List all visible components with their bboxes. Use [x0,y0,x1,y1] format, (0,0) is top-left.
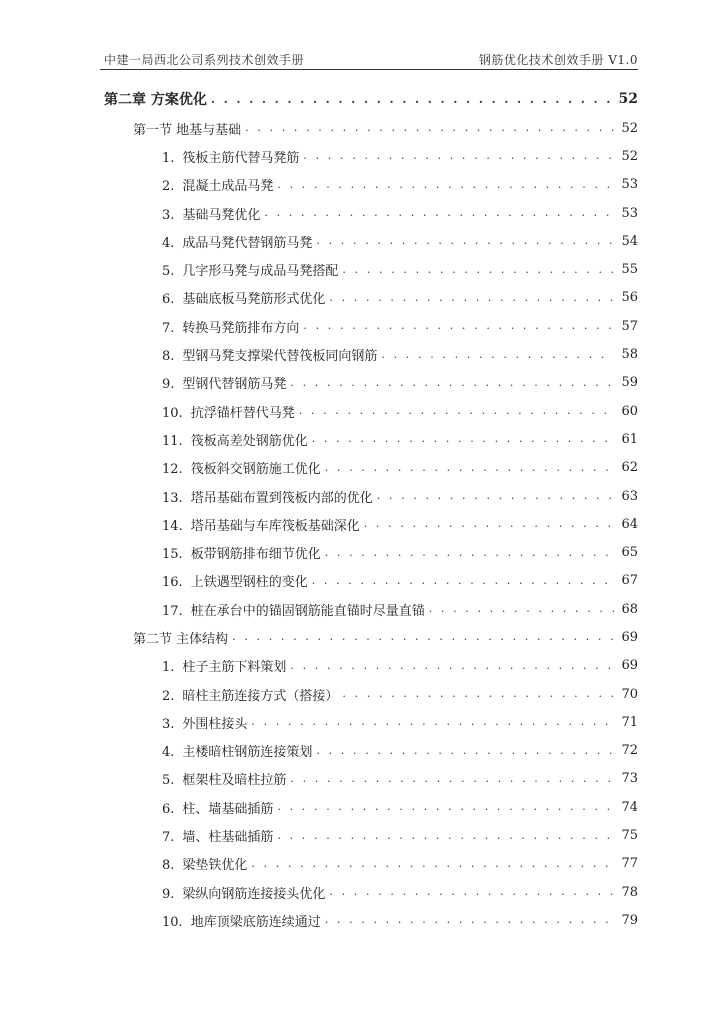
dot-leader [290,659,614,673]
item-page-number: 55 [621,262,638,278]
item-page-number: 58 [621,347,638,363]
item-number: 10. [162,914,183,930]
item-label [162,373,290,392]
toc-section-entry[interactable] [104,114,638,142]
toc-item-entry[interactable] [104,510,638,538]
item-page-number: 78 [621,884,638,900]
toc-item-entry[interactable] [104,595,638,623]
item-page-number: 65 [621,545,638,561]
toc-item-entry[interactable] [104,255,638,283]
item-title: 基础底板马凳筋形式优化 [182,292,326,308]
item-label [162,458,325,477]
dot-leader [232,630,614,644]
item-label [162,345,381,364]
item-label [162,288,329,307]
item-page-number: 52 [621,148,638,164]
dot-leader [211,92,614,106]
item-page-number: 53 [621,177,638,193]
item-label [162,147,303,166]
dot-leader [277,829,614,843]
section-title: 第二节 主体结构 [133,631,229,647]
toc-item-entry[interactable] [104,482,638,510]
item-number: 4. [162,235,175,251]
toc-section-entry[interactable] [104,623,638,651]
dot-leader [325,546,614,560]
item-title: 塔吊基础与车库筏板基础深化 [190,518,360,534]
item-title: 筏板主筋代替马凳筋 [182,150,300,166]
dot-leader [329,885,614,899]
item-number: 6. [162,801,175,817]
item-number: 7. [162,320,175,336]
item-title: 型钢代替钢筋马凳 [182,377,287,393]
item-label [162,232,316,251]
dot-leader [325,461,614,475]
dot-leader [303,319,614,333]
item-number: 5. [162,773,175,789]
item-page-number: 59 [621,375,638,391]
item-number: 3. [162,207,175,223]
section-title: 第一节 地基与基础 [133,122,242,138]
item-label [162,600,429,619]
item-title: 桩在承台中的锚固钢筋能直锚时尽量直锚 [190,603,425,619]
item-number: 8. [162,349,175,365]
item-label [162,430,312,449]
item-title: 几字形马凳与成品马凳搭配 [182,264,339,280]
item-page-number: 69 [621,658,638,674]
item-number: 10. [162,405,183,421]
item-number: 15. [162,547,183,563]
item-page-number: 61 [621,431,638,447]
dot-leader [277,800,614,814]
toc-chapter-entry[interactable] [104,84,638,114]
toc-item-entry[interactable] [104,737,638,765]
item-page-number: 70 [621,686,638,702]
item-label [162,656,290,675]
item-label [162,402,299,421]
toc-item-entry[interactable] [104,538,638,566]
item-title: 主楼暗柱钢筋连接策划 [182,745,313,761]
toc-item-entry[interactable] [104,878,638,906]
item-label [162,260,342,279]
item-number: 1. [162,150,175,166]
toc-item-entry[interactable] [104,425,638,453]
item-label [162,826,277,845]
dot-leader [251,715,614,729]
item-number: 2. [162,179,175,195]
toc-item-entry[interactable] [104,340,638,368]
toc-item-entry[interactable] [104,312,638,340]
item-title: 梁垫铁优化 [182,858,248,874]
item-title: 筏板斜交钢筋施工优化 [190,462,321,478]
item-label [162,515,364,534]
item-title: 柱、墙基础插筋 [182,801,274,817]
item-page-number: 56 [621,290,638,306]
toc-item-entry[interactable] [104,652,638,680]
item-label [162,911,325,930]
toc-item-entry[interactable] [104,708,638,736]
dot-leader [325,913,614,927]
item-label [162,713,251,732]
item-page-number: 62 [621,460,638,476]
page-header [104,48,638,68]
item-number: 17. [162,603,183,619]
item-title: 地库顶梁底筋连续通过 [190,914,321,930]
item-label [162,175,277,194]
item-title: 上铁遇型钢柱的变化 [190,575,308,591]
item-number: 13. [162,490,183,506]
section-page-number: 69 [621,629,638,645]
item-page-number: 77 [621,856,638,872]
toc-item-entry[interactable] [104,227,638,255]
item-number: 9. [162,377,175,393]
toc-item-entry[interactable] [104,171,638,199]
item-page-number: 53 [621,205,638,221]
toc-item-entry[interactable] [104,454,638,482]
item-number: 8. [162,858,175,874]
item-label [162,685,342,704]
item-label [162,543,325,562]
toc-item-entry[interactable] [104,397,638,425]
header-divider [100,69,638,70]
dot-leader [342,687,614,701]
item-number: 11. [162,433,183,449]
item-page-number: 54 [621,233,638,249]
chapter-page-number: 52 [618,91,638,107]
item-number: 16. [162,575,183,591]
item-title: 塔吊基础布置到筏板内部的优化 [190,490,373,506]
section-page-number: 52 [621,120,638,136]
item-label [162,769,290,788]
dot-leader [290,376,614,390]
item-number: 4. [162,745,175,761]
item-title: 转换马凳筋排布方向 [182,320,300,336]
item-page-number: 64 [621,516,638,532]
dot-leader [245,121,614,135]
item-title: 型钢马凳支撑梁代替筏板同向钢筋 [182,349,378,365]
item-label [162,883,329,902]
item-page-number: 72 [621,743,638,759]
item-title: 板带钢筋排布细节优化 [190,547,321,563]
item-title: 抗浮锚杆替代马凳 [190,405,295,421]
item-page-number: 67 [621,573,638,589]
item-number: 12. [162,462,183,478]
dot-leader [299,404,614,418]
toc-item-entry[interactable] [104,793,638,821]
item-number: 3. [162,716,175,732]
item-label [162,741,316,760]
dot-leader [381,348,614,362]
header-right-title: 钢筋优化技术创效手册 V1.0 [478,53,638,67]
dot-leader [264,206,614,220]
item-number: 7. [162,830,175,846]
item-number: 2. [162,688,175,704]
item-label [162,204,264,223]
item-label [162,487,377,506]
item-page-number: 57 [621,318,638,334]
item-label [162,317,303,336]
dot-leader [290,772,614,786]
toc-item-entry[interactable] [104,567,638,595]
item-page-number: 63 [621,488,638,504]
item-number: 1. [162,660,175,676]
toc-item-entry[interactable] [104,906,638,934]
item-title: 柱子主筋下料策划 [182,660,287,676]
table-of-contents [104,84,638,935]
dot-leader [377,489,614,503]
item-page-number: 75 [621,828,638,844]
dot-leader [303,149,614,163]
item-page-number: 68 [621,601,638,617]
item-number: 5. [162,264,175,280]
item-label [162,854,251,873]
toc-item-entry[interactable] [104,369,638,397]
item-title: 梁纵向钢筋连接接头优化 [182,886,326,902]
dot-leader [342,263,614,277]
chapter-title: 第二章 方案优化 [104,92,207,108]
item-label [162,571,312,590]
header-left-title: 中建一局西北公司系列技术创效手册 [104,53,305,67]
dot-leader [429,602,614,616]
item-title: 外围柱接头 [182,716,248,732]
dot-leader [316,234,614,248]
item-page-number: 60 [621,403,638,419]
toc-item-entry[interactable] [104,765,638,793]
dot-leader [251,857,614,871]
item-title: 成品马凳代替钢筋马凳 [182,235,313,251]
item-title: 混凝土成品马凳 [182,179,274,195]
item-page-number: 73 [621,771,638,787]
toc-item-entry[interactable] [104,850,638,878]
item-number: 14. [162,518,183,534]
toc-item-entry[interactable] [104,284,638,312]
item-page-number: 71 [621,714,638,730]
dot-leader [312,574,614,588]
toc-item-entry[interactable] [104,821,638,849]
item-page-number: 74 [621,799,638,815]
dot-leader [316,744,614,758]
item-page-number: 79 [621,912,638,928]
toc-item-entry[interactable] [104,199,638,227]
dot-leader [312,432,614,446]
item-title: 筏板高差处钢筋优化 [190,433,308,449]
dot-leader [329,291,614,305]
item-title: 墙、柱基础插筋 [182,830,274,846]
dot-leader [277,178,614,192]
item-label [162,798,277,817]
item-title: 暗柱主筋连接方式（搭接） [182,688,339,704]
item-number: 6. [162,292,175,308]
item-title: 基础马凳优化 [182,207,261,223]
item-title: 框架柱及暗柱拉筋 [182,773,287,789]
toc-item-entry[interactable] [104,680,638,708]
toc-item-entry[interactable] [104,142,638,170]
dot-leader [364,517,614,531]
item-number: 9. [162,886,175,902]
